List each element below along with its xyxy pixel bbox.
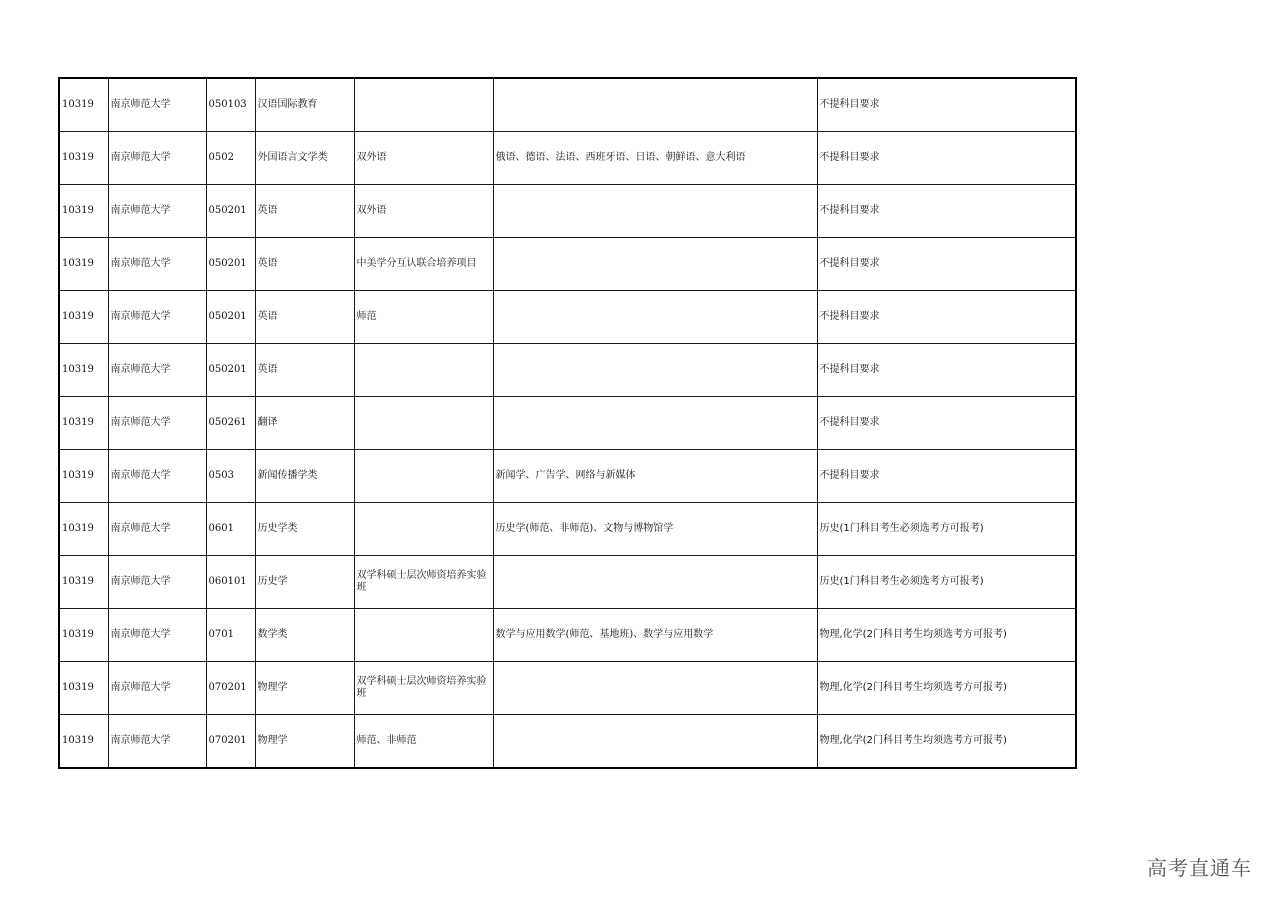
- major-code-cell: 0503: [206, 450, 255, 503]
- school-name-cell: 南京师范大学: [108, 450, 206, 503]
- table-row: [59, 503, 1076, 556]
- school-name-cell: 南京师范大学: [108, 185, 206, 238]
- school-code-cell: 10319: [59, 132, 108, 185]
- major-code-cell: 050201: [206, 291, 255, 344]
- major-name-cell: 历史学类: [255, 503, 354, 556]
- included-majors-cell: [493, 238, 817, 291]
- school-name-cell: 南京师范大学: [108, 556, 206, 609]
- major-code-cell: 0601: [206, 503, 255, 556]
- school-name-cell: 南京师范大学: [108, 238, 206, 291]
- major-note-cell: 双外语: [354, 132, 493, 185]
- major-code-cell: 050201: [206, 185, 255, 238]
- major-note-cell: 双学科硕士层次师资培养实验班: [354, 556, 493, 609]
- included-majors-cell: [493, 78, 817, 132]
- school-name-cell: 南京师范大学: [108, 609, 206, 662]
- school-code-cell: 10319: [59, 185, 108, 238]
- table-row: [59, 556, 1076, 609]
- school-name-cell: 南京师范大学: [108, 503, 206, 556]
- school-name-cell: 南京师范大学: [108, 397, 206, 450]
- school-code-cell: 10319: [59, 556, 108, 609]
- major-note-cell: [354, 78, 493, 132]
- included-majors-cell: [493, 662, 817, 715]
- school-code-cell: 10319: [59, 450, 108, 503]
- school-code-cell: 10319: [59, 609, 108, 662]
- major-note-cell: 双学科硕士层次师资培养实验班: [354, 662, 493, 715]
- major-code-cell: 050261: [206, 397, 255, 450]
- major-note-cell: [354, 450, 493, 503]
- school-name-cell: 南京师范大学: [108, 662, 206, 715]
- watermark-text: 高考直通车: [1147, 856, 1252, 880]
- school-code-cell: 10319: [59, 662, 108, 715]
- included-majors-cell: [493, 344, 817, 397]
- school-code-cell: 10319: [59, 503, 108, 556]
- included-majors-cell: 新闻学、广告学、网络与新媒体: [493, 450, 817, 503]
- subject-requirement-cell: 不提科目要求: [817, 450, 1076, 503]
- included-majors-cell: [493, 291, 817, 344]
- major-code-cell: 050201: [206, 344, 255, 397]
- table-row: [59, 132, 1076, 185]
- major-code-cell: 050201: [206, 238, 255, 291]
- table-row: [59, 78, 1076, 132]
- table-row: [59, 238, 1076, 291]
- major-note-cell: [354, 609, 493, 662]
- major-note-cell: 师范、非师范: [354, 715, 493, 769]
- major-name-cell: 数学类: [255, 609, 354, 662]
- major-note-cell: 双外语: [354, 185, 493, 238]
- subject-requirement-cell: 不提科目要求: [817, 185, 1076, 238]
- school-code-cell: 10319: [59, 344, 108, 397]
- school-code-cell: 10319: [59, 291, 108, 344]
- major-code-cell: 060101: [206, 556, 255, 609]
- table-row: [59, 291, 1076, 344]
- major-code-cell: 050103: [206, 78, 255, 132]
- subject-requirement-cell: 不提科目要求: [817, 344, 1076, 397]
- subject-requirement-cell: 物理,化学(2门科目考生均须选考方可报考): [817, 609, 1076, 662]
- subject-requirement-cell: 不提科目要求: [817, 132, 1076, 185]
- school-name-cell: 南京师范大学: [108, 715, 206, 769]
- major-code-cell: 070201: [206, 715, 255, 769]
- table-row: [59, 609, 1076, 662]
- major-name-cell: 英语: [255, 291, 354, 344]
- admission-requirements-table: [58, 77, 1077, 769]
- table-row: [59, 715, 1076, 769]
- school-code-cell: 10319: [59, 715, 108, 769]
- major-code-cell: 0502: [206, 132, 255, 185]
- subject-requirement-cell: 不提科目要求: [817, 78, 1076, 132]
- school-name-cell: 南京师范大学: [108, 291, 206, 344]
- major-note-cell: 中美学分互认联合培养项目: [354, 238, 493, 291]
- major-code-cell: 0701: [206, 609, 255, 662]
- school-code-cell: 10319: [59, 78, 108, 132]
- school-name-cell: 南京师范大学: [108, 132, 206, 185]
- major-name-cell: 英语: [255, 238, 354, 291]
- major-name-cell: 新闻传播学类: [255, 450, 354, 503]
- school-name-cell: 南京师范大学: [108, 78, 206, 132]
- major-note-cell: 师范: [354, 291, 493, 344]
- subject-requirement-cell: 不提科目要求: [817, 397, 1076, 450]
- included-majors-cell: [493, 556, 817, 609]
- subject-requirement-cell: 历史(1门科目考生必须选考方可报考): [817, 556, 1076, 609]
- subject-requirement-cell: 物理,化学(2门科目考生均须选考方可报考): [817, 662, 1076, 715]
- table-row: [59, 662, 1076, 715]
- major-name-cell: 英语: [255, 344, 354, 397]
- included-majors-cell: 历史学(师范、非师范)、文物与博物馆学: [493, 503, 817, 556]
- major-name-cell: 外国语言文学类: [255, 132, 354, 185]
- subject-requirement-cell: 物理,化学(2门科目考生均须选考方可报考): [817, 715, 1076, 769]
- table-row: [59, 185, 1076, 238]
- included-majors-cell: 俄语、德语、法语、西班牙语、日语、朝鲜语、意大利语: [493, 132, 817, 185]
- major-name-cell: 物理学: [255, 662, 354, 715]
- major-name-cell: 英语: [255, 185, 354, 238]
- major-note-cell: [354, 503, 493, 556]
- subject-requirement-cell: 不提科目要求: [817, 238, 1076, 291]
- major-name-cell: 历史学: [255, 556, 354, 609]
- school-code-cell: 10319: [59, 238, 108, 291]
- school-code-cell: 10319: [59, 397, 108, 450]
- major-name-cell: 翻译: [255, 397, 354, 450]
- table-row: [59, 450, 1076, 503]
- major-name-cell: 汉语国际教育: [255, 78, 354, 132]
- major-note-cell: [354, 397, 493, 450]
- included-majors-cell: 数学与应用数学(师范、基地班)、数学与应用数学: [493, 609, 817, 662]
- major-code-cell: 070201: [206, 662, 255, 715]
- included-majors-cell: [493, 185, 817, 238]
- subject-requirement-cell: 历史(1门科目考生必须选考方可报考): [817, 503, 1076, 556]
- school-name-cell: 南京师范大学: [108, 344, 206, 397]
- table-row: [59, 397, 1076, 450]
- table-row: [59, 344, 1076, 397]
- major-note-cell: [354, 344, 493, 397]
- table-body: [59, 78, 1076, 768]
- subject-requirement-cell: 不提科目要求: [817, 291, 1076, 344]
- included-majors-cell: [493, 715, 817, 769]
- major-name-cell: 物理学: [255, 715, 354, 769]
- included-majors-cell: [493, 397, 817, 450]
